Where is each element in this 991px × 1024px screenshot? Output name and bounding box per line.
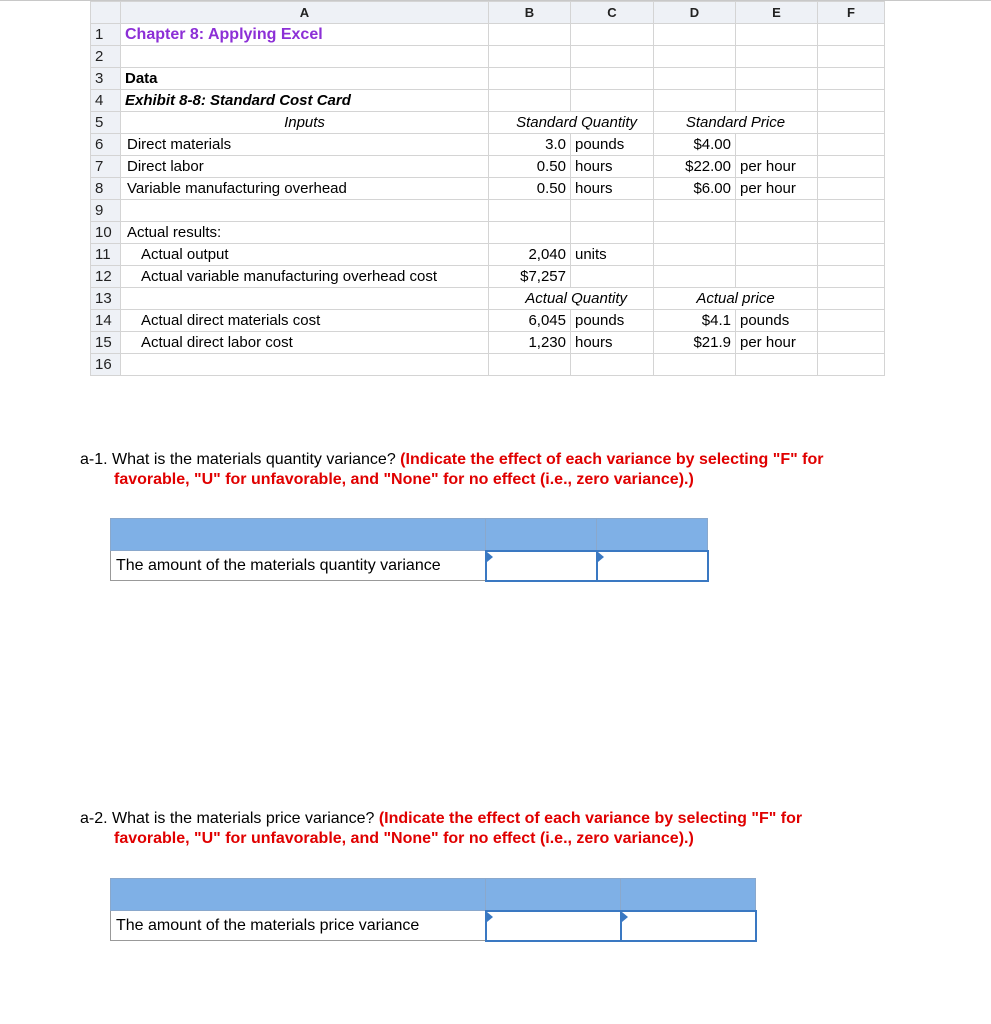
actual-quantity-header[interactable]: Actual Quantity xyxy=(489,288,654,310)
question-a2-instruction-1: (Indicate the effect of each variance by selecting "F" for xyxy=(378,810,803,827)
cell-b11[interactable]: 2,040 xyxy=(489,244,571,266)
question-a2 xyxy=(80,809,940,849)
sheet-row-8 xyxy=(91,178,885,200)
answer-table-a2-row xyxy=(111,911,756,941)
actual-price-header[interactable]: Actual price xyxy=(654,288,818,310)
cell-a12[interactable]: Actual variable manufacturing overhead cost xyxy=(121,266,489,288)
column-header-row xyxy=(91,2,885,24)
corner-cell[interactable] xyxy=(91,2,121,24)
cell-a11[interactable]: Actual output xyxy=(121,244,489,266)
sheet-row-1 xyxy=(91,24,885,46)
sheet-row-9 xyxy=(91,200,885,222)
column-header-e[interactable]: E xyxy=(736,2,818,24)
cell-b14[interactable]: 6,045 xyxy=(489,310,571,332)
column-header-d[interactable]: D xyxy=(654,2,736,24)
cell-e8[interactable]: per hour xyxy=(736,178,818,200)
sheet-row-11 xyxy=(91,244,885,266)
cell-b15[interactable]: 1,230 xyxy=(489,332,571,354)
row-number[interactable]: 13 xyxy=(91,288,121,310)
data-heading[interactable]: Data xyxy=(121,68,489,90)
column-header-b[interactable]: B xyxy=(489,2,571,24)
sheet-row-16 xyxy=(91,354,885,376)
sheet-row-4 xyxy=(91,90,885,112)
question-a1 xyxy=(80,450,940,490)
exhibit-heading[interactable]: Exhibit 8-8: Standard Cost Card xyxy=(121,90,489,112)
row-number[interactable]: 9 xyxy=(91,200,121,222)
sheet-row-14 xyxy=(91,310,885,332)
row-number[interactable]: 2 xyxy=(91,46,121,68)
cell-indicator-icon xyxy=(598,552,604,562)
cell-d7[interactable]: $22.00 xyxy=(654,156,736,178)
materials-price-variance-label: The amount of the materials price variance xyxy=(111,911,486,941)
row-number[interactable]: 12 xyxy=(91,266,121,288)
row-number[interactable]: 5 xyxy=(91,112,121,134)
answer-table-a2-header xyxy=(111,879,756,911)
sheet-row-7 xyxy=(91,156,885,178)
sheet-row-15 xyxy=(91,332,885,354)
row-number[interactable]: 6 xyxy=(91,134,121,156)
cell-c11[interactable]: units xyxy=(571,244,654,266)
cell-a14[interactable]: Actual direct materials cost xyxy=(121,310,489,332)
cell-c15[interactable]: hours xyxy=(571,332,654,354)
cell-b6[interactable]: 3.0 xyxy=(489,134,571,156)
cell-a8[interactable]: Variable manufacturing overhead xyxy=(121,178,489,200)
chapter-title[interactable]: Chapter 8: Applying Excel xyxy=(121,24,489,46)
cell-c6[interactable]: pounds xyxy=(571,134,654,156)
standard-quantity-header[interactable]: Standard Quantity xyxy=(489,112,654,134)
cell-c14[interactable]: pounds xyxy=(571,310,654,332)
standard-price-header[interactable]: Standard Price xyxy=(654,112,818,134)
question-a1-instruction-2: favorable, "U" for unfavorable, and "None" for no effect (i.e., zero variance).) xyxy=(114,471,694,488)
spreadsheet-grid xyxy=(90,1,885,376)
answer-table-a1-header xyxy=(111,519,708,551)
materials-price-variance-effect-select[interactable] xyxy=(621,911,756,941)
sheet-row-13 xyxy=(91,288,885,310)
sheet-row-10 xyxy=(91,222,885,244)
row-number[interactable]: 10 xyxy=(91,222,121,244)
sheet-row-6 xyxy=(91,134,885,156)
cell-d15[interactable]: $21.9 xyxy=(654,332,736,354)
cell-c8[interactable]: hours xyxy=(571,178,654,200)
sheet-row-5 xyxy=(91,112,885,134)
cell-d8[interactable]: $6.00 xyxy=(654,178,736,200)
materials-price-variance-amount-input[interactable] xyxy=(486,911,621,941)
sheet-row-12 xyxy=(91,266,885,288)
row-number[interactable]: 1 xyxy=(91,24,121,46)
materials-quantity-variance-effect-select[interactable] xyxy=(597,551,708,581)
answer-table-a2 xyxy=(110,878,757,942)
question-a2-instruction-2: favorable, "U" for unfavorable, and "None" for no effect (i.e., zero variance).) xyxy=(114,830,694,847)
cell-d14[interactable]: $4.1 xyxy=(654,310,736,332)
row-number[interactable]: 7 xyxy=(91,156,121,178)
cell-c7[interactable]: hours xyxy=(571,156,654,178)
question-a1-instruction-1: (Indicate the effect of each variance by selecting "F" for xyxy=(400,451,824,468)
row-number[interactable]: 4 xyxy=(91,90,121,112)
row-number[interactable]: 8 xyxy=(91,178,121,200)
row-number[interactable]: 16 xyxy=(91,354,121,376)
question-a1-number: a-1. xyxy=(80,451,108,468)
cell-b7[interactable]: 0.50 xyxy=(489,156,571,178)
cell-a15[interactable]: Actual direct labor cost xyxy=(121,332,489,354)
question-a2-text: What is the materials price variance? xyxy=(112,810,375,827)
row-number[interactable]: 14 xyxy=(91,310,121,332)
cell-a7[interactable]: Direct labor xyxy=(121,156,489,178)
materials-quantity-variance-amount-input[interactable] xyxy=(486,551,597,581)
column-header-a[interactable]: A xyxy=(121,2,489,24)
cell-indicator-icon xyxy=(487,552,493,562)
row-number[interactable]: 11 xyxy=(91,244,121,266)
row-number[interactable]: 15 xyxy=(91,332,121,354)
sheet-row-3 xyxy=(91,68,885,90)
answer-table-a1 xyxy=(110,518,709,582)
cell-e15[interactable]: per hour xyxy=(736,332,818,354)
question-a2-number: a-2. xyxy=(80,810,108,827)
cell-b12[interactable]: $7,257 xyxy=(489,266,571,288)
cell-b8[interactable]: 0.50 xyxy=(489,178,571,200)
cell-a6[interactable]: Direct materials xyxy=(121,134,489,156)
inputs-label[interactable]: Inputs xyxy=(121,112,489,134)
question-a1-text: What is the materials quantity variance? xyxy=(112,451,396,468)
answer-table-a1-row xyxy=(111,551,708,581)
cell-e7[interactable]: per hour xyxy=(736,156,818,178)
cell-d6[interactable]: $4.00 xyxy=(654,134,736,156)
column-header-f[interactable]: F xyxy=(818,2,885,24)
cell-indicator-icon xyxy=(622,912,628,922)
cell-e14[interactable]: pounds xyxy=(736,310,818,332)
sheet-row-2 xyxy=(91,46,885,68)
column-header-c[interactable]: C xyxy=(571,2,654,24)
cell-indicator-icon xyxy=(487,912,493,922)
materials-quantity-variance-label: The amount of the materials quantity variance xyxy=(111,551,486,581)
cell-a10[interactable]: Actual results: xyxy=(121,222,489,244)
row-number[interactable]: 3 xyxy=(91,68,121,90)
